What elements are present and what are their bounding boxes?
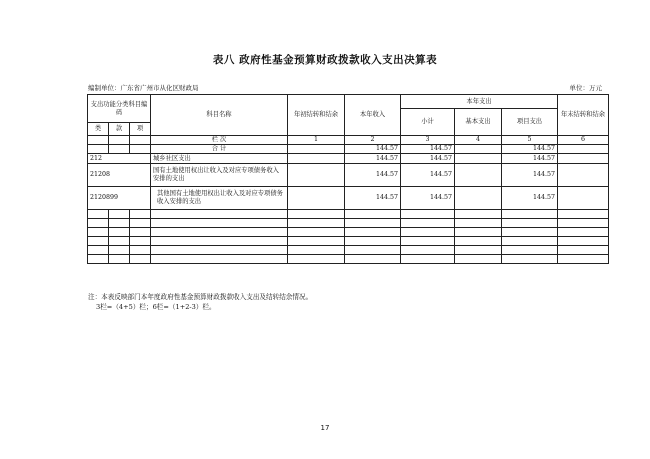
fund-budget-table (87, 94, 609, 264)
footnote-line-2: 3栏=（4+5）栏；6栏=（1+2-3）栏。 (96, 303, 216, 311)
header-subtotal: 小计 (401, 109, 455, 136)
empty-row (88, 228, 609, 237)
header-end-balance: 年末结转和结余 (558, 95, 609, 136)
col-num: 4 (455, 136, 502, 145)
empty-row (88, 237, 609, 246)
row-name: 其他国有土地使用权出让收入及对应专项债务收入安排的支出 (151, 187, 288, 210)
compiling-unit: 编制单位：广东省广州市从化区财政局 (88, 84, 199, 92)
col-num: 1 (288, 136, 345, 145)
header-project: 项目支出 (502, 109, 558, 136)
total-subtotal: 144.57 (401, 145, 455, 154)
header-xiang: 项 (130, 123, 151, 136)
row-project: 144.57 (502, 164, 558, 187)
footnote (88, 292, 312, 312)
row-code: 212 (88, 154, 151, 164)
header-income: 本年收入 (345, 95, 401, 136)
col-num: 2 (345, 136, 401, 145)
total-project: 144.57 (502, 145, 558, 154)
empty-row (88, 210, 609, 219)
row-name: 城乡社区支出 (151, 154, 288, 164)
table-row (88, 154, 609, 164)
header-expense: 本年支出 (401, 95, 558, 109)
empty-row (88, 255, 609, 264)
currency-unit: 单位：万元 (569, 84, 602, 92)
header-begin-balance: 年初结转和结余 (288, 95, 345, 136)
header-func-code: 支出功能分类科目编码 (88, 95, 151, 123)
page-title: 表八 政府性基金预算财政拨款收入支出决算表 (212, 54, 438, 66)
lanci-label: 栏 次 (151, 136, 288, 145)
row-subtotal: 144.57 (401, 187, 455, 210)
row-project: 144.57 (502, 154, 558, 164)
total-label: 合 计 (151, 145, 288, 154)
col-num: 6 (558, 136, 609, 145)
col-num: 5 (502, 136, 558, 145)
table-row (88, 187, 609, 210)
row-income: 144.57 (345, 187, 401, 210)
page-number: 17 (320, 424, 330, 432)
total-income: 144.57 (345, 145, 401, 154)
row-subtotal: 144.57 (401, 164, 455, 187)
header-kuan: 款 (109, 123, 130, 136)
header-basic: 基本支出 (455, 109, 502, 136)
row-code: 2120899 (88, 187, 151, 210)
header-subject: 科目名称 (151, 95, 288, 136)
row-subtotal: 144.57 (401, 154, 455, 164)
row-income: 144.57 (345, 164, 401, 187)
footnote-line-1: 注：本表反映部门本年度政府性基金预算财政拨款收入支出及结转结余情况。 (88, 293, 313, 301)
total-row (88, 145, 609, 154)
header-lei: 类 (88, 123, 109, 136)
col-num: 3 (401, 136, 455, 145)
table-row (88, 164, 609, 187)
row-name: 国有土地使用权出让收入及对应专项债务收入安排的支出 (151, 164, 288, 187)
row-income: 144.57 (345, 154, 401, 164)
row-code: 21208 (88, 164, 151, 187)
row-project: 144.57 (502, 187, 558, 210)
empty-row (88, 219, 609, 228)
empty-row (88, 246, 609, 255)
